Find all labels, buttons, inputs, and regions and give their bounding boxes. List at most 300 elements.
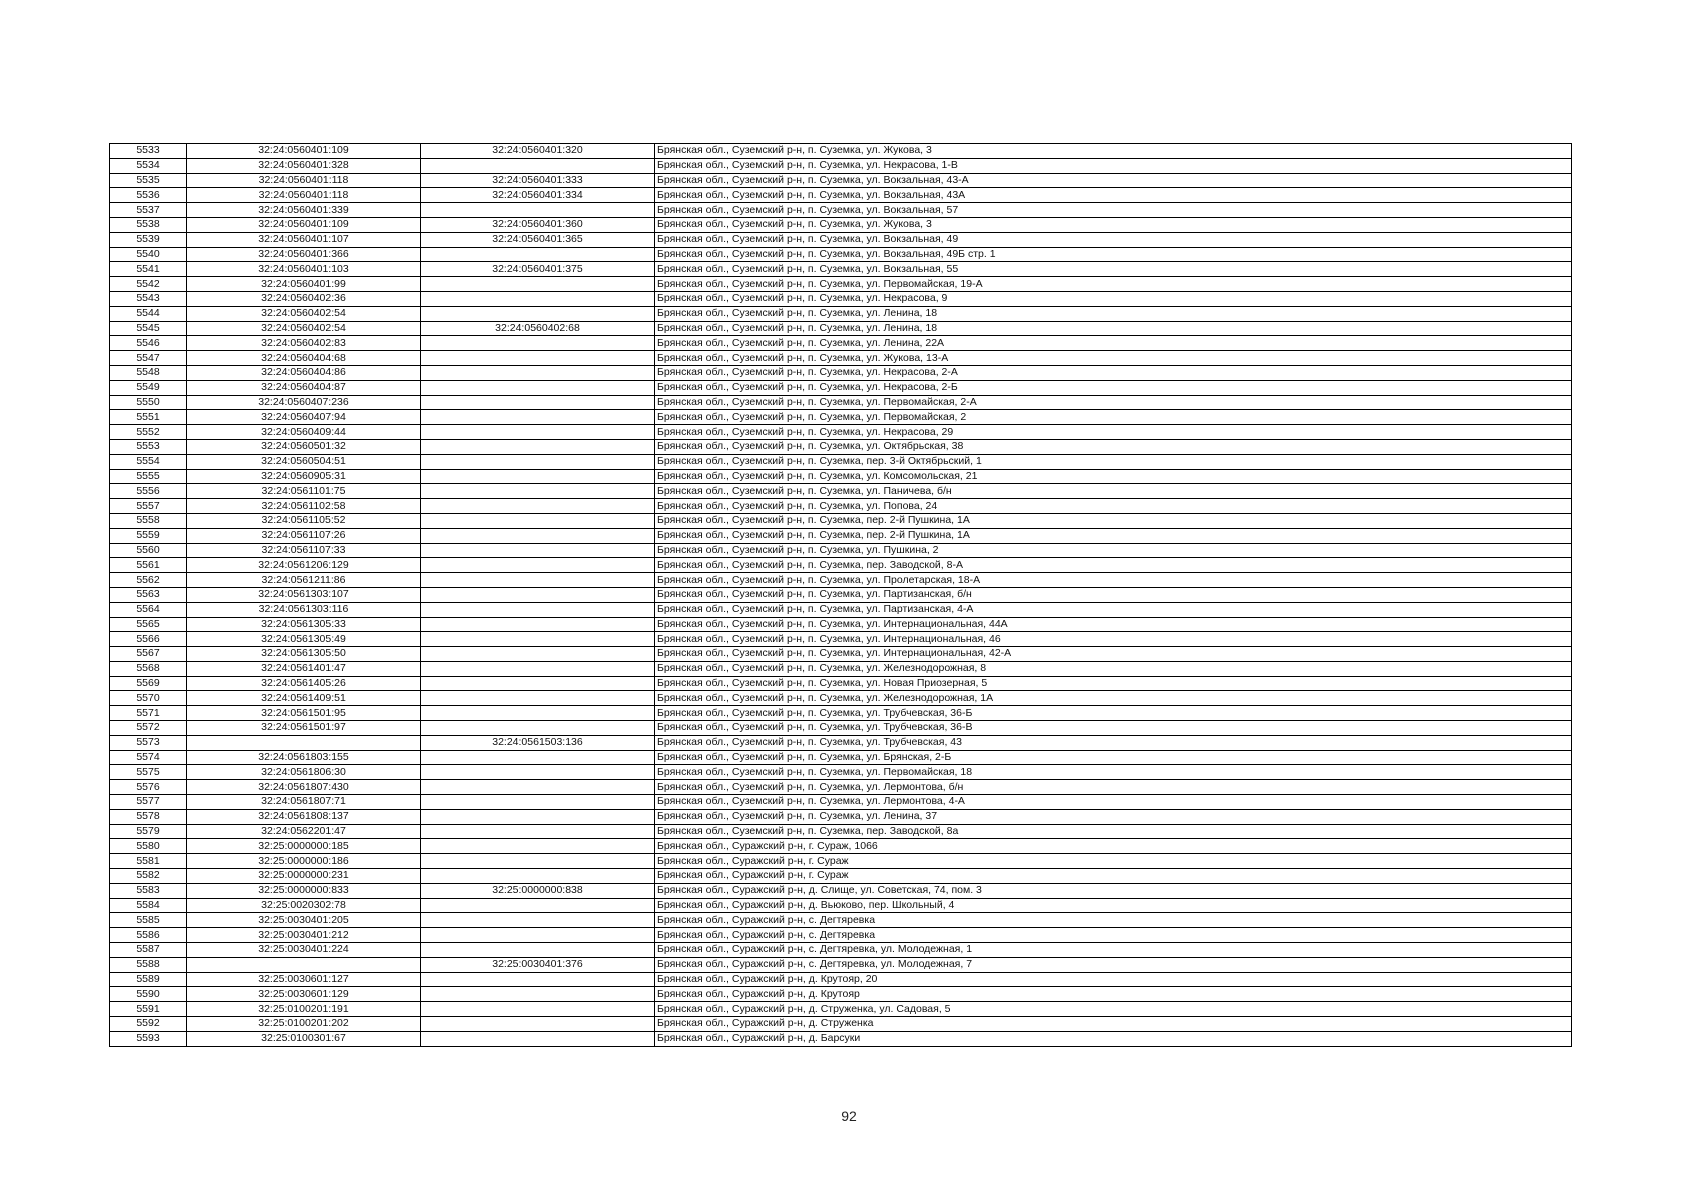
row-number-cell: 5587 xyxy=(110,943,187,958)
address-cell: Брянская обл., Суражский р-н, с. Дегтяревка xyxy=(655,928,1572,943)
cadastral-number-cell: 32:24:0561806:30 xyxy=(187,765,421,780)
address-cell: Брянская обл., Суражский р-н, с. Дегтяревка xyxy=(655,913,1572,928)
address-cell: Брянская обл., Суземский р-н, п. Суземка, ул. Ленина, 18 xyxy=(655,321,1572,336)
table-row xyxy=(110,499,1572,514)
table-row xyxy=(110,247,1572,262)
cadastral-number-cell: 32:24:0561206:129 xyxy=(187,558,421,573)
related-cadastral-number-cell xyxy=(421,839,655,854)
cadastral-number-cell: 32:25:0100201:191 xyxy=(187,1002,421,1017)
related-cadastral-number-cell xyxy=(421,647,655,662)
related-cadastral-number-cell xyxy=(421,809,655,824)
table-row xyxy=(110,795,1572,810)
cadastral-number-cell: 32:24:0560407:236 xyxy=(187,395,421,410)
row-number-cell: 5560 xyxy=(110,543,187,558)
row-number-cell: 5565 xyxy=(110,617,187,632)
address-cell: Брянская обл., Суземский р-н, п. Суземка, ул. Партизанская, 4-А xyxy=(655,602,1572,617)
related-cadastral-number-cell xyxy=(421,499,655,514)
table-row xyxy=(110,854,1572,869)
row-number-cell: 5593 xyxy=(110,1031,187,1046)
cadastral-number-cell: 32:24:0561401:47 xyxy=(187,661,421,676)
address-cell: Брянская обл., Суземский р-н, п. Суземка, ул. Ленина, 37 xyxy=(655,809,1572,824)
address-cell: Брянская обл., Суземский р-н, п. Суземка, ул. Железнодорожная, 8 xyxy=(655,661,1572,676)
row-number-cell: 5579 xyxy=(110,824,187,839)
related-cadastral-number-cell xyxy=(421,928,655,943)
table-row xyxy=(110,262,1572,277)
cadastral-number-cell: 32:24:0560407:94 xyxy=(187,410,421,425)
registry-table-container xyxy=(109,143,1571,1047)
related-cadastral-number-cell xyxy=(421,706,655,721)
row-number-cell: 5534 xyxy=(110,158,187,173)
row-number-cell: 5576 xyxy=(110,780,187,795)
table-row xyxy=(110,691,1572,706)
table-row xyxy=(110,1017,1572,1032)
cadastral-number-cell: 32:24:0560404:68 xyxy=(187,351,421,366)
row-number-cell: 5557 xyxy=(110,499,187,514)
table-row xyxy=(110,232,1572,247)
address-cell: Брянская обл., Суземский р-н, п. Суземка, ул. Трубчевская, 43 xyxy=(655,735,1572,750)
related-cadastral-number-cell xyxy=(421,469,655,484)
table-row xyxy=(110,883,1572,898)
cadastral-number-cell: 32:25:0000000:185 xyxy=(187,839,421,854)
address-cell: Брянская обл., Суземский р-н, п. Суземка, ул. Первомайская, 18 xyxy=(655,765,1572,780)
row-number-cell: 5535 xyxy=(110,173,187,188)
table-row xyxy=(110,380,1572,395)
table-row xyxy=(110,395,1572,410)
address-cell: Брянская обл., Суражский р-н, г. Сураж xyxy=(655,854,1572,869)
row-number-cell: 5573 xyxy=(110,735,187,750)
related-cadastral-number-cell xyxy=(421,780,655,795)
table-row xyxy=(110,898,1572,913)
cadastral-number-cell: 32:24:0560401:103 xyxy=(187,262,421,277)
row-number-cell: 5564 xyxy=(110,602,187,617)
address-cell: Брянская обл., Суземский р-н, п. Суземка, ул. Брянская, 2-Б xyxy=(655,750,1572,765)
address-cell: Брянская обл., Суражский р-н, д. Вьюково, пер. Школьный, 4 xyxy=(655,898,1572,913)
table-row xyxy=(110,291,1572,306)
related-cadastral-number-cell xyxy=(421,587,655,602)
address-cell: Брянская обл., Суземский р-н, п. Суземка, ул. Интернациональная, 44А xyxy=(655,617,1572,632)
row-number-cell: 5536 xyxy=(110,188,187,203)
row-number-cell: 5554 xyxy=(110,454,187,469)
cadastral-number-cell: 32:24:0560401:99 xyxy=(187,277,421,292)
cadastral-number-cell: 32:24:0561803:155 xyxy=(187,750,421,765)
table-row xyxy=(110,809,1572,824)
cadastral-number-cell: 32:24:0561501:95 xyxy=(187,706,421,721)
address-cell: Брянская обл., Суземский р-н, п. Суземка, ул. Вокзальная, 43-А xyxy=(655,173,1572,188)
row-number-cell: 5550 xyxy=(110,395,187,410)
cadastral-number-cell xyxy=(187,735,421,750)
row-number-cell: 5547 xyxy=(110,351,187,366)
related-cadastral-number-cell xyxy=(421,365,655,380)
row-number-cell: 5538 xyxy=(110,217,187,232)
row-number-cell: 5543 xyxy=(110,291,187,306)
cadastral-number-cell: 32:24:0560401:328 xyxy=(187,158,421,173)
address-cell: Брянская обл., Суражский р-н, г. Сураж, 1066 xyxy=(655,839,1572,854)
cadastral-number-cell: 32:24:0560401:109 xyxy=(187,144,421,159)
address-cell: Брянская обл., Суражский р-н, г. Сураж xyxy=(655,869,1572,884)
cadastral-number-cell: 32:24:0560401:118 xyxy=(187,188,421,203)
row-number-cell: 5533 xyxy=(110,144,187,159)
related-cadastral-number-cell xyxy=(421,380,655,395)
address-cell: Брянская обл., Суземский р-н, п. Суземка, ул. Некрасова, 2-А xyxy=(655,365,1572,380)
row-number-cell: 5541 xyxy=(110,262,187,277)
row-number-cell: 5542 xyxy=(110,277,187,292)
table-row xyxy=(110,780,1572,795)
address-cell: Брянская обл., Суземский р-н, п. Суземка, ул. Жукова, 13-А xyxy=(655,351,1572,366)
table-row xyxy=(110,513,1572,528)
related-cadastral-number-cell xyxy=(421,410,655,425)
table-row xyxy=(110,158,1572,173)
table-row xyxy=(110,573,1572,588)
related-cadastral-number-cell xyxy=(421,351,655,366)
related-cadastral-number-cell: 32:24:0560401:320 xyxy=(421,144,655,159)
address-cell: Брянская обл., Суражский р-н, с. Дегтяревка, ул. Молодежная, 7 xyxy=(655,957,1572,972)
row-number-cell: 5567 xyxy=(110,647,187,662)
cadastral-number-cell: 32:24:0560401:109 xyxy=(187,217,421,232)
related-cadastral-number-cell: 32:24:0560401:365 xyxy=(421,232,655,247)
cadastral-number-cell: 32:24:0561808:137 xyxy=(187,809,421,824)
related-cadastral-number-cell xyxy=(421,425,655,440)
related-cadastral-number-cell xyxy=(421,854,655,869)
row-number-cell: 5559 xyxy=(110,528,187,543)
related-cadastral-number-cell xyxy=(421,943,655,958)
cadastral-number-cell: 32:25:0030601:129 xyxy=(187,987,421,1002)
related-cadastral-number-cell xyxy=(421,869,655,884)
address-cell: Брянская обл., Суземский р-н, п. Суземка, ул. Жукова, 3 xyxy=(655,144,1572,159)
table-row xyxy=(110,321,1572,336)
cadastral-number-cell: 32:24:0560401:366 xyxy=(187,247,421,262)
table-row xyxy=(110,410,1572,425)
address-cell: Брянская обл., Суземский р-н, п. Суземка, ул. Вокзальная, 55 xyxy=(655,262,1572,277)
related-cadastral-number-cell: 32:24:0560401:375 xyxy=(421,262,655,277)
row-number-cell: 5575 xyxy=(110,765,187,780)
cadastral-number-cell: 32:24:0561303:116 xyxy=(187,602,421,617)
address-cell: Брянская обл., Суземский р-н, п. Суземка, ул. Вокзальная, 49Б стр. 1 xyxy=(655,247,1572,262)
table-row xyxy=(110,661,1572,676)
address-cell: Брянская обл., Суражский р-н, д. Слище, ул. Советская, 74, пом. 3 xyxy=(655,883,1572,898)
address-cell: Брянская обл., Суземский р-н, п. Суземка, ул. Первомайская, 2-А xyxy=(655,395,1572,410)
cadastral-number-cell: 32:24:0561107:26 xyxy=(187,528,421,543)
related-cadastral-number-cell: 32:24:0560402:68 xyxy=(421,321,655,336)
related-cadastral-number-cell xyxy=(421,247,655,262)
table-row xyxy=(110,602,1572,617)
address-cell: Брянская обл., Суражский р-н, с. Дегтяревка, ул. Молодежная, 1 xyxy=(655,943,1572,958)
address-cell: Брянская обл., Суземский р-н, п. Суземка, ул. Вокзальная, 57 xyxy=(655,203,1572,218)
related-cadastral-number-cell xyxy=(421,573,655,588)
cadastral-number-cell: 32:24:0561501:97 xyxy=(187,721,421,736)
table-row xyxy=(110,277,1572,292)
cadastral-number-cell: 32:24:0561305:50 xyxy=(187,647,421,662)
table-row xyxy=(110,706,1572,721)
related-cadastral-number-cell xyxy=(421,750,655,765)
address-cell: Брянская обл., Суражский р-н, д. Струженка, ул. Садовая, 5 xyxy=(655,1002,1572,1017)
table-row xyxy=(110,144,1572,159)
row-number-cell: 5537 xyxy=(110,203,187,218)
cadastral-number-cell: 32:24:0560409:44 xyxy=(187,425,421,440)
row-number-cell: 5561 xyxy=(110,558,187,573)
cadastral-number-cell: 32:25:0030401:224 xyxy=(187,943,421,958)
address-cell: Брянская обл., Суземский р-н, п. Суземка, ул. Интернациональная, 46 xyxy=(655,632,1572,647)
related-cadastral-number-cell: 32:24:0560401:334 xyxy=(421,188,655,203)
table-row xyxy=(110,750,1572,765)
address-cell: Брянская обл., Суземский р-н, п. Суземка, ул. Первомайская, 19-А xyxy=(655,277,1572,292)
row-number-cell: 5586 xyxy=(110,928,187,943)
row-number-cell: 5572 xyxy=(110,721,187,736)
cadastral-number-cell: 32:25:0030401:205 xyxy=(187,913,421,928)
cadastral-number-cell: 32:24:0560402:54 xyxy=(187,306,421,321)
table-row xyxy=(110,632,1572,647)
row-number-cell: 5574 xyxy=(110,750,187,765)
address-cell: Брянская обл., Суземский р-н, п. Суземка, ул. Трубчевская, 36-Б xyxy=(655,706,1572,721)
registry-table-body xyxy=(110,144,1572,1047)
address-cell: Брянская обл., Суземский р-н, п. Суземка, ул. Вокзальная, 49 xyxy=(655,232,1572,247)
address-cell: Брянская обл., Суземский р-н, п. Суземка, ул. Октябрьская, 38 xyxy=(655,439,1572,454)
row-number-cell: 5584 xyxy=(110,898,187,913)
related-cadastral-number-cell xyxy=(421,676,655,691)
table-row xyxy=(110,676,1572,691)
row-number-cell: 5546 xyxy=(110,336,187,351)
table-row xyxy=(110,469,1572,484)
table-row xyxy=(110,972,1572,987)
cadastral-number-cell: 32:24:0561102:58 xyxy=(187,499,421,514)
table-row xyxy=(110,351,1572,366)
related-cadastral-number-cell xyxy=(421,1031,655,1046)
table-row xyxy=(110,735,1572,750)
row-number-cell: 5539 xyxy=(110,232,187,247)
row-number-cell: 5563 xyxy=(110,587,187,602)
cadastral-number-cell: 32:24:0561807:430 xyxy=(187,780,421,795)
address-cell: Брянская обл., Суземский р-н, п. Суземка, ул. Некрасова, 29 xyxy=(655,425,1572,440)
related-cadastral-number-cell xyxy=(421,336,655,351)
row-number-cell: 5548 xyxy=(110,365,187,380)
related-cadastral-number-cell xyxy=(421,528,655,543)
related-cadastral-number-cell xyxy=(421,1017,655,1032)
address-cell: Брянская обл., Суземский р-н, п. Суземка, ул. Пушкина, 2 xyxy=(655,543,1572,558)
related-cadastral-number-cell xyxy=(421,1002,655,1017)
row-number-cell: 5578 xyxy=(110,809,187,824)
address-cell: Брянская обл., Суземский р-н, п. Суземка, ул. Первомайская, 2 xyxy=(655,410,1572,425)
table-row xyxy=(110,647,1572,662)
cadastral-number-cell: 32:24:0560402:83 xyxy=(187,336,421,351)
cadastral-number-cell: 32:24:0561409:51 xyxy=(187,691,421,706)
address-cell: Брянская обл., Суземский р-н, п. Суземка, ул. Некрасова, 1-В xyxy=(655,158,1572,173)
cadastral-number-cell: 32:25:0030601:127 xyxy=(187,972,421,987)
cadastral-number-cell: 32:24:0561105:52 xyxy=(187,513,421,528)
cadastral-number-cell: 32:24:0561405:26 xyxy=(187,676,421,691)
row-number-cell: 5544 xyxy=(110,306,187,321)
table-row xyxy=(110,928,1572,943)
row-number-cell: 5581 xyxy=(110,854,187,869)
table-row xyxy=(110,484,1572,499)
table-row xyxy=(110,824,1572,839)
row-number-cell: 5545 xyxy=(110,321,187,336)
row-number-cell: 5592 xyxy=(110,1017,187,1032)
row-number-cell: 5577 xyxy=(110,795,187,810)
cadastral-number-cell: 32:24:0561303:107 xyxy=(187,587,421,602)
row-number-cell: 5591 xyxy=(110,1002,187,1017)
row-number-cell: 5562 xyxy=(110,573,187,588)
cadastral-number-cell: 32:24:0560501:32 xyxy=(187,439,421,454)
related-cadastral-number-cell: 32:25:0000000:838 xyxy=(421,883,655,898)
address-cell: Брянская обл., Суземский р-н, п. Суземка, ул. Пролетарская, 18-А xyxy=(655,573,1572,588)
address-cell: Брянская обл., Суземский р-н, п. Суземка, ул. Комсомольская, 21 xyxy=(655,469,1572,484)
cadastral-number-cell: 32:24:0560402:36 xyxy=(187,291,421,306)
row-number-cell: 5549 xyxy=(110,380,187,395)
address-cell: Брянская обл., Суземский р-н, п. Суземка, ул. Ленина, 22А xyxy=(655,336,1572,351)
related-cadastral-number-cell xyxy=(421,898,655,913)
table-row xyxy=(110,839,1572,854)
table-row xyxy=(110,306,1572,321)
cadastral-number-cell: 32:25:0020302:78 xyxy=(187,898,421,913)
related-cadastral-number-cell xyxy=(421,454,655,469)
row-number-cell: 5553 xyxy=(110,439,187,454)
address-cell: Брянская обл., Суземский р-н, п. Суземка, пер. 2-й Пушкина, 1А xyxy=(655,513,1572,528)
address-cell: Брянская обл., Суземский р-н, п. Суземка, пер. Заводской, 8-А xyxy=(655,558,1572,573)
related-cadastral-number-cell xyxy=(421,277,655,292)
row-number-cell: 5589 xyxy=(110,972,187,987)
related-cadastral-number-cell xyxy=(421,617,655,632)
row-number-cell: 5571 xyxy=(110,706,187,721)
row-number-cell: 5590 xyxy=(110,987,187,1002)
related-cadastral-number-cell xyxy=(421,691,655,706)
related-cadastral-number-cell xyxy=(421,913,655,928)
related-cadastral-number-cell xyxy=(421,158,655,173)
address-cell: Брянская обл., Суземский р-н, п. Суземка, ул. Новая Приозерная, 5 xyxy=(655,676,1572,691)
table-row xyxy=(110,987,1572,1002)
cadastral-number-cell: 32:25:0000000:231 xyxy=(187,869,421,884)
address-cell: Брянская обл., Суземский р-н, п. Суземка, ул. Некрасова, 9 xyxy=(655,291,1572,306)
row-number-cell: 5580 xyxy=(110,839,187,854)
address-cell: Брянская обл., Суземский р-н, п. Суземка, ул. Трубчевская, 36-В xyxy=(655,721,1572,736)
table-row xyxy=(110,869,1572,884)
table-row xyxy=(110,957,1572,972)
related-cadastral-number-cell xyxy=(421,632,655,647)
row-number-cell: 5566 xyxy=(110,632,187,647)
table-row xyxy=(110,173,1572,188)
registry-table xyxy=(109,143,1572,1047)
cadastral-number-cell: 32:24:0560504:51 xyxy=(187,454,421,469)
cadastral-number-cell: 32:25:0030401:212 xyxy=(187,928,421,943)
cadastral-number-cell: 32:24:0562201:47 xyxy=(187,824,421,839)
address-cell: Брянская обл., Суражский р-н, д. Крутояр, 20 xyxy=(655,972,1572,987)
address-cell: Брянская обл., Суземский р-н, п. Суземка, ул. Ленина, 18 xyxy=(655,306,1572,321)
row-number-cell: 5583 xyxy=(110,883,187,898)
row-number-cell: 5556 xyxy=(110,484,187,499)
address-cell: Брянская обл., Суземский р-н, п. Суземка, ул. Вокзальная, 43А xyxy=(655,188,1572,203)
related-cadastral-number-cell: 32:24:0560401:360 xyxy=(421,217,655,232)
cadastral-number-cell: 32:25:0100301:67 xyxy=(187,1031,421,1046)
address-cell: Брянская обл., Суражский р-н, д. Барсуки xyxy=(655,1031,1572,1046)
cadastral-number-cell: 32:24:0560401:107 xyxy=(187,232,421,247)
table-row xyxy=(110,943,1572,958)
related-cadastral-number-cell xyxy=(421,987,655,1002)
related-cadastral-number-cell xyxy=(421,972,655,987)
address-cell: Брянская обл., Суземский р-н, п. Суземка, пер. 2-й Пушкина, 1А xyxy=(655,528,1572,543)
table-row xyxy=(110,365,1572,380)
cadastral-number-cell: 32:25:0000000:186 xyxy=(187,854,421,869)
cadastral-number-cell: 32:24:0561107:33 xyxy=(187,543,421,558)
cadastral-number-cell: 32:24:0561305:49 xyxy=(187,632,421,647)
related-cadastral-number-cell: 32:24:0560401:333 xyxy=(421,173,655,188)
cadastral-number-cell: 32:24:0561807:71 xyxy=(187,795,421,810)
related-cadastral-number-cell xyxy=(421,291,655,306)
related-cadastral-number-cell xyxy=(421,602,655,617)
table-row xyxy=(110,203,1572,218)
table-row xyxy=(110,721,1572,736)
address-cell: Брянская обл., Суземский р-н, п. Суземка, ул. Лермонтова, 4-А xyxy=(655,795,1572,810)
table-row xyxy=(110,543,1572,558)
cadastral-number-cell: 32:24:0560401:118 xyxy=(187,173,421,188)
related-cadastral-number-cell xyxy=(421,795,655,810)
table-row xyxy=(110,528,1572,543)
page-number: 92 xyxy=(841,1108,857,1124)
row-number-cell: 5558 xyxy=(110,513,187,528)
row-number-cell: 5555 xyxy=(110,469,187,484)
row-number-cell: 5552 xyxy=(110,425,187,440)
related-cadastral-number-cell xyxy=(421,558,655,573)
table-row xyxy=(110,1002,1572,1017)
related-cadastral-number-cell: 32:24:0561503:136 xyxy=(421,735,655,750)
row-number-cell: 5585 xyxy=(110,913,187,928)
address-cell: Брянская обл., Суражский р-н, д. Струженка xyxy=(655,1017,1572,1032)
cadastral-number-cell: 32:24:0560402:54 xyxy=(187,321,421,336)
address-cell: Брянская обл., Суземский р-н, п. Суземка, ул. Интернациональная, 42-А xyxy=(655,647,1572,662)
row-number-cell: 5582 xyxy=(110,869,187,884)
cadastral-number-cell: 32:24:0560905:31 xyxy=(187,469,421,484)
related-cadastral-number-cell xyxy=(421,395,655,410)
table-row xyxy=(110,1031,1572,1046)
table-row xyxy=(110,188,1572,203)
related-cadastral-number-cell xyxy=(421,543,655,558)
related-cadastral-number-cell: 32:25:0030401:376 xyxy=(421,957,655,972)
cadastral-number-cell: 32:25:0100201:202 xyxy=(187,1017,421,1032)
address-cell: Брянская обл., Суземский р-н, п. Суземка, ул. Лермонтова, б/н xyxy=(655,780,1572,795)
related-cadastral-number-cell xyxy=(421,439,655,454)
table-row xyxy=(110,617,1572,632)
row-number-cell: 5551 xyxy=(110,410,187,425)
cadastral-number-cell: 32:24:0561101:75 xyxy=(187,484,421,499)
related-cadastral-number-cell xyxy=(421,203,655,218)
row-number-cell: 5568 xyxy=(110,661,187,676)
related-cadastral-number-cell xyxy=(421,661,655,676)
address-cell: Брянская обл., Суземский р-н, п. Суземка, пер. 3-й Октябрьский, 1 xyxy=(655,454,1572,469)
address-cell: Брянская обл., Суражский р-н, д. Крутояр xyxy=(655,987,1572,1002)
related-cadastral-number-cell xyxy=(421,721,655,736)
table-row xyxy=(110,765,1572,780)
address-cell: Брянская обл., Суземский р-н, п. Суземка, ул. Жукова, 3 xyxy=(655,217,1572,232)
table-row xyxy=(110,425,1572,440)
cadastral-number-cell: 32:24:0560404:87 xyxy=(187,380,421,395)
cadastral-number-cell: 32:24:0560404:86 xyxy=(187,365,421,380)
related-cadastral-number-cell xyxy=(421,765,655,780)
address-cell: Брянская обл., Суземский р-н, п. Суземка, ул. Попова, 24 xyxy=(655,499,1572,514)
related-cadastral-number-cell xyxy=(421,513,655,528)
address-cell: Брянская обл., Суземский р-н, п. Суземка, ул. Паничева, б/н xyxy=(655,484,1572,499)
related-cadastral-number-cell xyxy=(421,306,655,321)
cadastral-number-cell: 32:24:0561305:33 xyxy=(187,617,421,632)
cadastral-number-cell xyxy=(187,957,421,972)
table-row xyxy=(110,913,1572,928)
cadastral-number-cell: 32:25:0000000:833 xyxy=(187,883,421,898)
address-cell: Брянская обл., Суземский р-н, п. Суземка, ул. Железнодорожная, 1А xyxy=(655,691,1572,706)
table-row xyxy=(110,439,1572,454)
table-row xyxy=(110,558,1572,573)
table-row xyxy=(110,454,1572,469)
row-number-cell: 5570 xyxy=(110,691,187,706)
row-number-cell: 5540 xyxy=(110,247,187,262)
table-row xyxy=(110,217,1572,232)
address-cell: Брянская обл., Суземский р-н, п. Суземка, пер. Заводской, 8а xyxy=(655,824,1572,839)
address-cell: Брянская обл., Суземский р-н, п. Суземка, ул. Некрасова, 2-Б xyxy=(655,380,1572,395)
